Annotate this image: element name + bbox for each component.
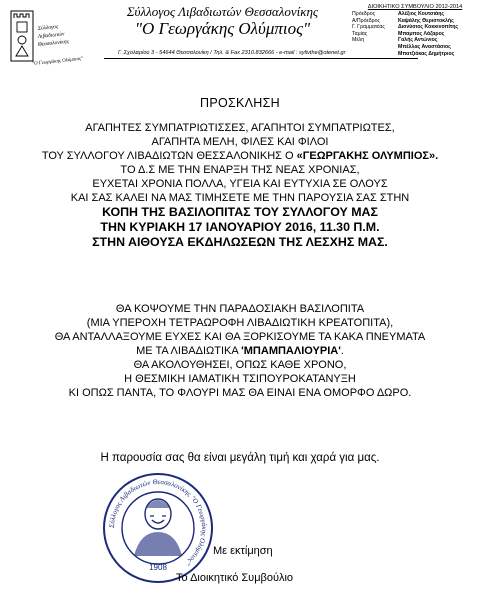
text-line: ΚΙ ΟΠΩΣ ΠΑΝΤΑ, ΤΟ ΦΛΟΥΡΙ ΜΑΣ ΘΑ ΕΙΝΑΙ ΕΝΑ ΟΜΟΡΦΟ ΔΩΡΟ. <box>68 387 412 399</box>
text-line: ΚΑΙ ΣΑΣ ΚΑΛΕΙ ΝΑ ΜΑΣ ΤΙΜΗΣΕΤΕ ΜΕ ΤΗΝ ΠΑΡΟΥΣΙΑ ΣΑΣ ΣΤΗΝ <box>70 192 410 204</box>
text-line: (ΜΙΑ ΥΠΕΡΟΧΗ ΤΕΤΡΑΩΡΟΦΗ ΛΙΒΑΔΙΩΤΙΚΗ ΚΡΕΑΤΟΠΙΤΑ), <box>86 317 394 329</box>
svg-text:"Ο Γεωργάκης Ολύμπιος": "Ο Γεωργάκης Ολύμπιος" <box>31 56 84 67</box>
association-logo <box>8 8 94 68</box>
board-row: Μπατζιόκας Δημήτριος <box>398 50 455 57</box>
board-row: Ταμίας Μπαμπος Λάζαρος <box>352 30 445 37</box>
text-line: ΘΑ ΚΟΨΟΥΜΕ ΤΗΝ ΠΑΡΑΔΟΣΙΑΚΗ ΒΑΣΙΛΟΠΙΤΑ <box>115 303 365 315</box>
letterhead-address: Γ. Σχολαρίου 3 - 54644 Θεσσαλονίκη / Τηλ. & Fax 2310.832666 - e-mail : sylivthe@otenet.gr <box>118 50 346 56</box>
letterhead-title <box>95 4 350 39</box>
board-list <box>352 4 478 57</box>
seal-ring-text: Σύλλογος Λιβαδιωτών Θεσσαλονίκης "Ο Γεωργάκης Ολύμπιος" <box>107 477 209 567</box>
closing-line: Η παρουσία σας θα είναι μεγάλη τιμή και χαρά για μας. <box>100 452 380 464</box>
logo-caption: Σύλλογος <box>37 23 59 32</box>
text-line: ΑΓΑΠΗΤΕΣ ΣΥΜΠΑΤΡΙΩΤΙΣΣΕΣ, ΑΓΑΠΗΤΟΙ ΣΥΜΠΑΤΡΙΩΤΕΣ, <box>85 122 395 134</box>
association-seal <box>100 470 216 586</box>
bambaliouria-bold: 'ΜΠΑΜΠΑΛΙΟΥΡΙΑ' <box>241 345 341 357</box>
event-date: ΤΗΝ ΚΥΡΙΑΚΗ 17 ΙΑΝΟΥΑΡΙΟΥ 2016, 11.30 Π.Μ. <box>100 220 380 234</box>
association-motto: "Ο Γεωργάκης Ολύμπιος" <box>134 19 311 38</box>
text-line: ΜΕ ΤΑ ΛΙΒΑΔΙΩΤΙΚΑ 'ΜΠΑΜΠΑΛΙΟΥΡΙΑ'. <box>136 345 344 357</box>
seal-year: 1908 <box>149 563 167 572</box>
greeting-paragraph <box>0 121 480 250</box>
text-line: ΤΟ Δ.Σ ΜΕ ΤΗΝ ΕΝΑΡΞΗ ΤΗΣ ΝΕΑΣ ΧΡΟΝΙΑΣ, <box>120 164 360 176</box>
board-row: Μέλη Γαλής Αντώνιος <box>352 37 438 44</box>
board-row: Πρόεδρος Αλέξιος Κουτσιάης <box>352 11 445 18</box>
text-line: ΤΟΥ ΣΥΛΛΟΓΟΥ ΛΙΒΑΔΙΩΤΩΝ ΘΕΣΣΑΛΟΝΙΚΗΣ Ο «ΓΕΩΡΓΑΚΗΣ ΟΛΥΜΠΙΟΣ». <box>41 150 439 162</box>
association-name-bold: «ΓΕΩΡΓΑΚΗΣ ΟΛΥΜΠΙΟΣ». <box>296 150 439 162</box>
board-title: ΔΙΟΙΚΗΤΙΚΟ ΣΥΜΒΟΥΛΙΟ 2012-2014 <box>367 4 463 10</box>
text-line: ΕΥΧΕΤΑΙ ΧΡΟΝΙΑ ΠΟΛΛΑ, ΥΓΕΙΑ ΚΑΙ ΕΥΤΥΧΙΑ ΣΕ ΟΛΟΥΣ <box>92 178 388 190</box>
association-name: Σύλλογος Λιβαδιωτών Θεσσαλονίκης <box>126 4 319 19</box>
event-venue: ΣΤΗΝ ΑΙΘΟΥΣΑ ΕΚΔΗΛΩΣΕΩΝ ΤΗΣ ΛΕΣΧΗΣ ΜΑΣ. <box>92 235 388 249</box>
event-name: ΚΟΠΗ ΤΗΣ ΒΑΣΙΛΟΠΙΤΑΣ ΤΟΥ ΣΥΛΛΟΓΟΥ ΜΑΣ <box>102 205 378 219</box>
text-line: ΑΓΑΠΗΤΑ ΜΕΛΗ, ΦΙΛΕΣ ΚΑΙ ΦΙΛΟΙ <box>151 136 329 148</box>
svg-text:Θεσσαλονίκης: Θεσσαλονίκης <box>37 38 70 48</box>
invitation-title: ΠΡΟΣΚΛΗΣΗ <box>200 96 280 110</box>
board-row: Α/Πρόεδρος Καψάλης Θεριστοκλής <box>352 17 454 24</box>
board-row: Γ. Γραμματέας Διονύσιος Κοκκινοπίτης <box>352 24 459 31</box>
letterhead-divider <box>104 58 418 59</box>
text-line: ΘΑ ΑΝΤΑΛΛΑΞΟΥΜΕ ΕΥΧΕΣ ΚΑΙ ΘΑ ΞΟΡΚΙΣΟΥΜΕ ΤΑ ΚΑΚΑ ΠΝΕΥΜΑΤΑ <box>54 331 426 343</box>
program-paragraph <box>0 302 480 400</box>
signature-text: Το Διοικητικό Συμβούλιο <box>176 572 294 584</box>
text-line: ΘΑ ΑΚΟΛΟΥΘΗΣΕΙ, ΟΠΩΣ ΚΑΘΕ ΧΡΟΝΟ, <box>133 359 347 371</box>
text-line: Η ΘΕΣΜΙΚΗ ΙΑΜΑΤΙΚΗ ΤΣΙΠΟΥΡΟΚΑΤΑΝΥΞΗ <box>124 373 356 385</box>
board-row: Μπέλλας Αναστάσιος <box>398 44 451 51</box>
regards-text: Με εκτίμηση <box>213 545 273 557</box>
svg-text:Λιβαδιωτών: Λιβαδιωτών <box>37 31 65 40</box>
